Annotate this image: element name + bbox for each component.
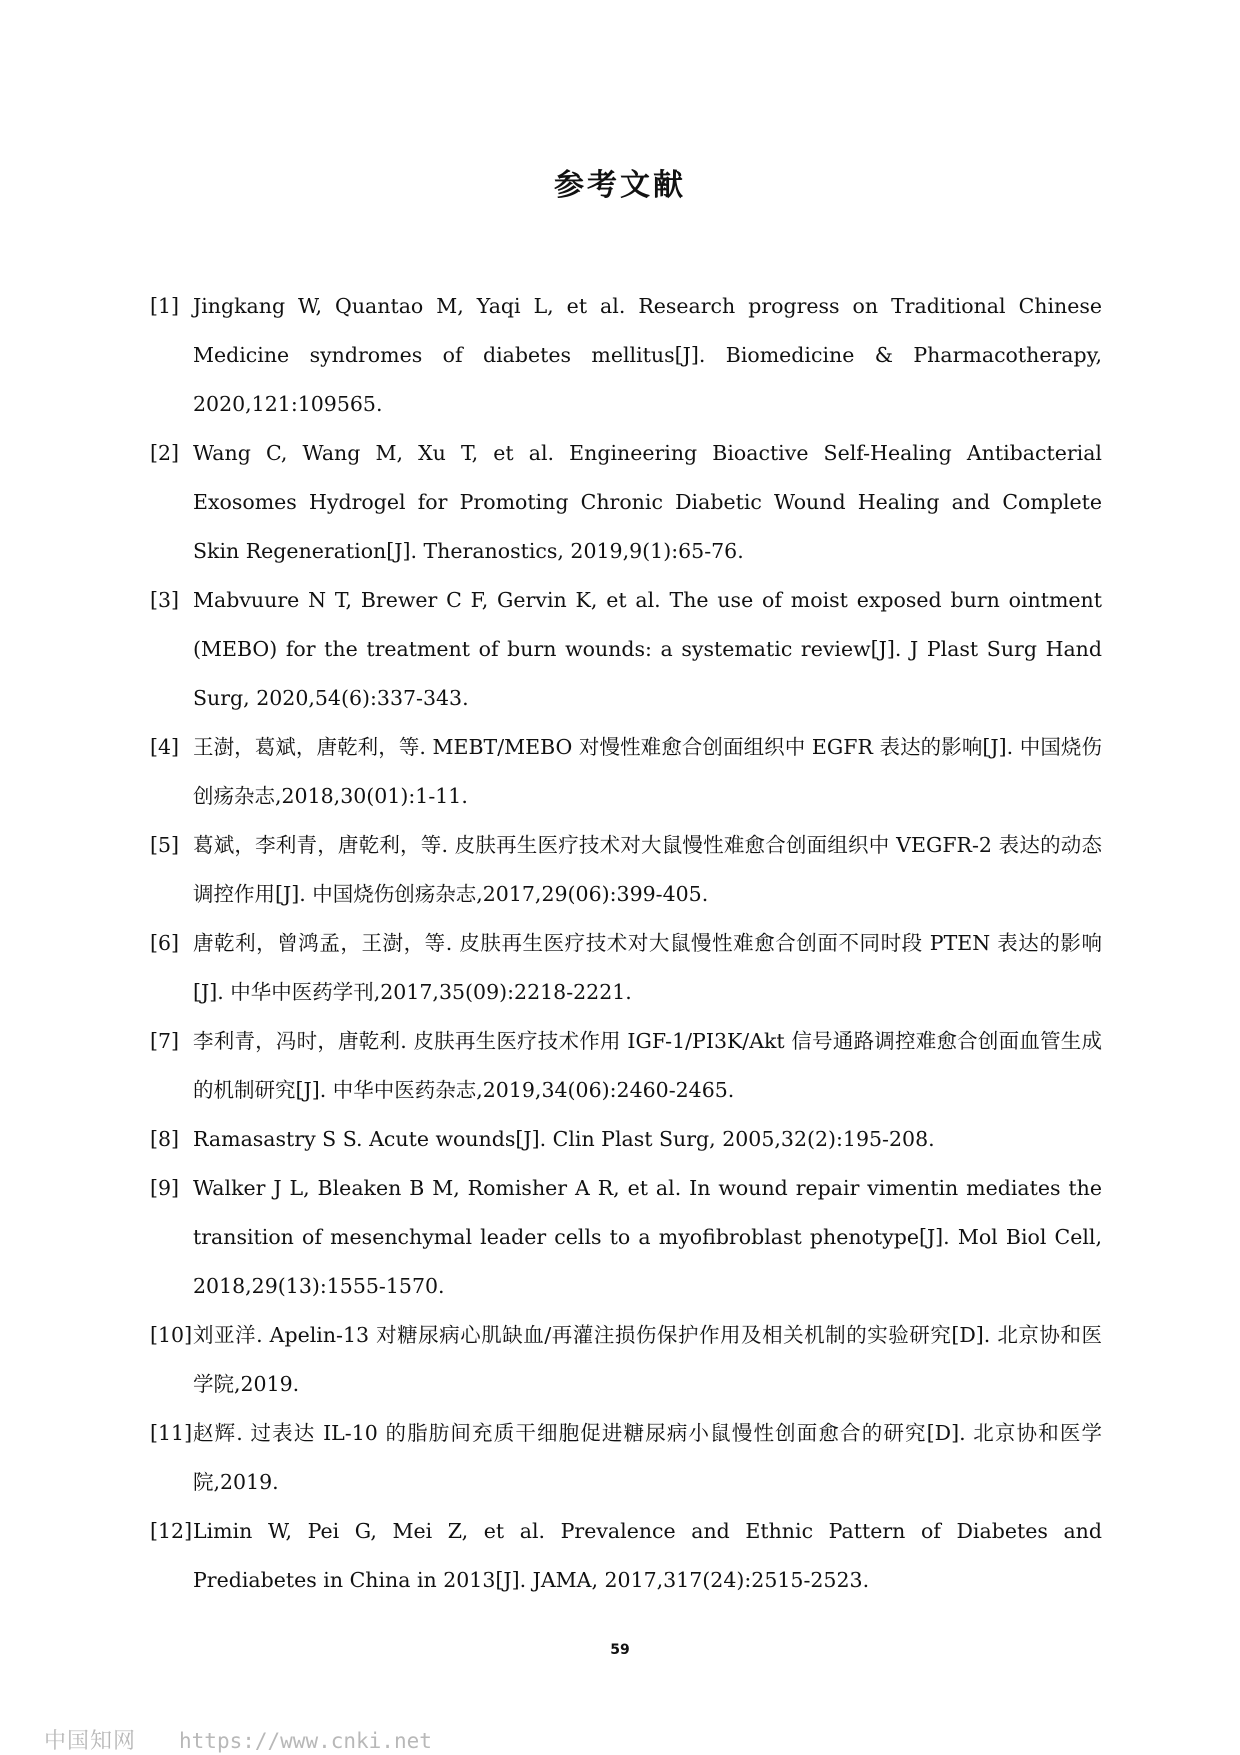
- reference-item: [150, 429, 1102, 576]
- reference-number: [10]: [150, 1323, 193, 1347]
- reference-number: [6]: [150, 931, 180, 955]
- page-number: 59: [610, 1642, 630, 1658]
- reference-item: [150, 1507, 1102, 1605]
- reference-number: [1]: [150, 294, 180, 318]
- reference-item: [150, 723, 1102, 821]
- reference-item: [150, 821, 1102, 919]
- watermark-brand: 中国知网: [44, 1729, 137, 1754]
- reference-item: [150, 919, 1102, 1017]
- reference-text: Wang C, Wang M, Xu T, et al. Engineering Bioactive Self-Healing Antibacterial Exosomes Hydrogel for Promoting Chronic Diabetic Wound Healing and Complete Skin Regeneration[J]. Theranostics, 2019,9(1):65-76.: [193, 441, 1102, 563]
- reference-text: Limin W, Pei G, Mei Z, et al. Prevalence and Ethnic Pattern of Diabetes and Prediabetes in China in 2013[J]. JAMA, 2017,317(24):2515-2523.: [193, 1519, 1102, 1592]
- reference-text: Mabvuure N T, Brewer C F, Gervin K, et al. The use of moist exposed burn ointment (MEBO) for the treatment of burn wounds: a systematic review[J]. J Plast Surg Hand Surg, 2020,54(6):337-343.: [193, 588, 1102, 710]
- reference-text: Walker J L, Bleaken B M, Romisher A R, et al. In wound repair vimentin mediates the transition of mesenchymal leader cells to a myofibroblast phenotype[J]. Mol Biol Cell, 2018,29(13):1555-1570.: [193, 1176, 1102, 1298]
- reference-item: [150, 1409, 1102, 1507]
- reference-number: [3]: [150, 588, 180, 612]
- reference-number: [12]: [150, 1519, 193, 1543]
- reference-item: [150, 1017, 1102, 1115]
- reference-number: [8]: [150, 1127, 180, 1151]
- page-title: 参考文献: [554, 168, 686, 203]
- watermark-url: https://www.cnki.net: [179, 1729, 432, 1753]
- reference-number: [4]: [150, 735, 180, 759]
- watermark: [44, 1724, 432, 1755]
- reference-text: 唐乾利，曾鸿孟，王澍，等. 皮肤再生医疗技术对大鼠慢性难愈合创面不同时段 PTEN 表达的影响[J]. 中华中医药学刊,2017,35(09):2218-2221.: [193, 931, 1102, 1004]
- reference-text: 李利青，冯时，唐乾利. 皮肤再生医疗技术作用 IGF-1/PI3K/Akt 信号通路调控难愈合创面血管生成的机制研究[J]. 中华中医药杂志,2019,34(06):2460-2465.: [193, 1029, 1102, 1102]
- reference-number: [7]: [150, 1029, 180, 1053]
- reference-item: [150, 576, 1102, 723]
- reference-item: [150, 1311, 1102, 1409]
- reference-item: [150, 282, 1102, 429]
- reference-item: [150, 1115, 1102, 1164]
- reference-number: [2]: [150, 441, 180, 465]
- reference-text: 刘亚洋. Apelin-13 对糖尿病心肌缺血/再灌注损伤保护作用及相关机制的实验研究[D]. 北京协和医学院,2019.: [193, 1323, 1102, 1396]
- reference-text: 葛斌，李利青，唐乾利，等. 皮肤再生医疗技术对大鼠慢性难愈合创面组织中 VEGFR-2 表达的动态调控作用[J]. 中国烧伤创疡杂志,2017,29(06):399-405.: [193, 833, 1102, 906]
- reference-text: Ramasastry S S. Acute wounds[J]. Clin Plast Surg, 2005,32(2):195-208.: [193, 1127, 935, 1151]
- reference-number: [9]: [150, 1176, 180, 1200]
- reference-text: 赵辉. 过表达 IL-10 的脂肪间充质干细胞促进糖尿病小鼠慢性创面愈合的研究[D]. 北京协和医学院,2019.: [193, 1421, 1102, 1494]
- reference-number: [11]: [150, 1421, 193, 1445]
- reference-number: [5]: [150, 833, 180, 857]
- reference-item: [150, 1164, 1102, 1311]
- reference-list: [150, 282, 1102, 1605]
- reference-text: Jingkang W, Quantao M, Yaqi L, et al. Research progress on Traditional Chinese Medicine syndromes of diabetes mellitus[J]. Biomedicine & Pharmacotherapy, 2020,121:109565.: [193, 294, 1102, 416]
- reference-text: 王澍，葛斌，唐乾利，等. MEBT/MEBO 对慢性难愈合创面组织中 EGFR 表达的影响[J]. 中国烧伤创疡杂志,2018,30(01):1-11.: [193, 735, 1102, 808]
